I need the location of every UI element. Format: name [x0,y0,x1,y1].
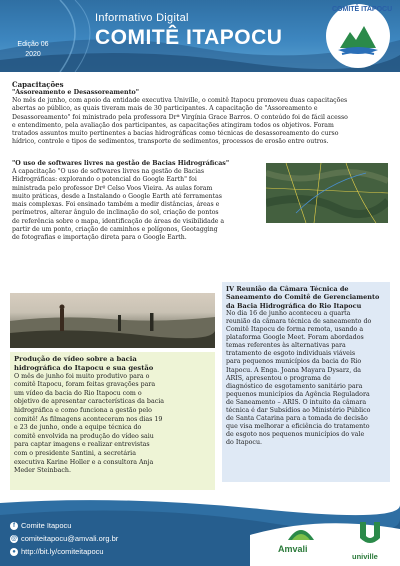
text-line: plataforma Google Meet. Foram abordados [226,334,364,342]
text-line: pequenos municípios da Agência Reguladora [226,390,370,398]
map-graphic [266,163,388,223]
text-line: ARIS, apresentou o programa de [226,374,331,382]
comite-logo [326,4,393,68]
footer-email[interactable] [10,534,118,543]
title-line: hidrográfica do Itapocu e sua gestão [14,363,154,372]
comite-logo-icon [326,4,393,68]
text-line: O mês de junho foi muito produtivo para o [14,372,150,380]
title-line: Saneamento do Comitê de Gerenciamento [226,293,380,302]
text-line: temas referentes às alternativas para [226,342,346,350]
text-line: hidrográfica e como funciona a gestão pelo [14,406,152,414]
subsection-title-softwares: "O uso de softwares livres na gestão de Bacias Hidrográficas" [12,160,230,167]
text-line: de fotografias e importação direta para o Google Earth. [12,234,187,242]
sanitation-meeting-title [226,285,386,310]
paragraph-softwares [12,168,262,243]
text-line: de Santa Catarina para a tomada de decisão [226,415,368,423]
edition-label [12,40,54,60]
landscape-photo-graphic [10,293,215,348]
capacitacoes-section [12,80,388,147]
header-title: COMITÊ ITAPOCU [95,26,283,49]
text-line: ministrada pelo professor Drº Celso Voos Vieira. As aulas foram [12,184,213,192]
text-line: para captar imagens e realizar entrevistas [14,441,150,449]
title-line: Produção de vídeo sobre a bacia [14,355,137,363]
text-line: hídrico, controle e tipos de sedimentos, transporte de sedimentos, processos de erosão entre outros. [12,138,329,146]
text-line: tratamento de esgoto individuais viáveis [226,350,356,358]
facebook-icon: f [10,522,18,530]
text-line: objetivo de apresentar características da bacia [14,398,164,406]
footer [0,495,400,566]
email-text: comiteitapocu@amvali.org.br [21,534,119,543]
footer-facebook[interactable] [10,521,71,530]
univille-logo-icon [356,520,384,550]
video-production-title [14,355,211,373]
text-line: executiva Karine Holler e a consultora Anja [14,458,154,466]
footer-website[interactable] [10,547,104,556]
text-line: mais complexas. Foi ensinado também a medir distâncias, áreas e [12,201,220,209]
edition-number: Edição 06 [17,41,49,48]
text-line: No dia 16 de junho aconteceu a quarta [226,309,351,317]
sanitation-meeting-box [222,282,390,482]
title-line: IV Reunião da Câmara Técnica de [226,285,349,293]
text-line: de esgoto nos pequenos municípios do vale [226,431,365,439]
text-line: Desassoreamento" foi ministrado pela professora Drª Virgínia Grace Barros. O conteúdo foi de fácil acesso [12,113,348,121]
text-line: de referência sobre o mapa, identificação de áreas de visibilidade a [12,217,225,225]
text-line: Itapocu. A Enga. Joana Mayara Dysarz, da [226,366,362,374]
text-line: perímetros, alterar ângulo de inclinação do sol, criação de pontos [12,209,219,217]
section-title: Capacitações [12,80,64,89]
softwares-section [12,160,262,243]
subsection-title-assoreamento: "Assoreamento e Desassoreamento" [12,89,140,96]
text-line: Comitê Itapocu de forma remota, usando a [226,326,364,334]
text-line: um vídeo da bacia do Rio Itapocu com o [14,389,142,397]
filming-photo [10,293,215,348]
video-production-text [14,373,211,476]
text-line: comitê Itapocu, foram feitas gravações para [14,381,156,389]
email-icon: @ [11,536,17,543]
text-line: para pequenos municípios da bacia do Rio [226,358,362,366]
text-line: partir de um ponto, criação de caminhos e polígonos, Geotagging [12,226,218,234]
globe-icon: ● [10,548,18,556]
text-line: com o presidente Santini, a secretária [14,449,136,457]
text-line: que visa melhorar a eficiência do tratamento [226,423,370,431]
header-subtitle: Informativo Digital [95,12,189,24]
text-line: Meder Steinbach. [14,467,71,475]
paragraph-assoreamento [12,97,388,147]
text-line: abertas ao público, as quais tiveram mais de 30 participantes. A capacitação de "Assoreamento e [12,105,318,113]
text-line: comitê! As filmagens aconteceram nos dias 19 [14,415,163,423]
text-line: muito práticas, desde a Instalando o Google Earth até ferramentas [12,192,222,200]
amvali-logo-icon [286,520,316,544]
video-production-box [10,352,215,490]
text-line: e 23 de junho, onde a equipe técnica do [14,424,142,432]
satellite-map-image [266,163,388,223]
edition-year: 2020 [25,51,41,58]
text-line: A capacitação "O uso de softwares livres na gestão de Bacias [12,168,205,175]
univille-logo-text: univille [352,552,378,561]
facebook-text: Comite Itapocu [21,521,72,530]
text-line: comitê envolvida na produção do vídeo saiu [14,432,154,440]
sanitation-meeting-text [226,310,386,448]
website-text: http://bit.ly/comiteitapocu [21,547,104,556]
text-line: de Saneamento – ARIS. O intuito da câmara [226,398,367,406]
title-line: da Bacia Hidrográfica do Rio Itapocu [226,301,362,310]
comite-logo-text: COMITÊ ITAPOCU [332,6,393,13]
text-line: e entendimento, pela avaliação dos participantes, as capacitações atingiram todos os objetivos. Foram [12,121,334,129]
text-line: diagnóstico de esgotamento sanitário para [226,382,363,390]
text-line: reunião da câmara técnica de saneamento do [226,317,372,325]
text-line: tratados assuntos muito pertinentes a bacias hidrográficas como técnicas de desassoreamento do curso [12,130,339,138]
text-line: técnica é dar Subsídios ao Ministério Público [226,407,371,415]
text-line: do Itapocu. [226,439,263,447]
amvali-logo-text: Amvali [278,544,308,554]
text-line: Hidrográficas: explorando o potencial do Google Earth" foi [12,176,197,184]
text-line: No mês de junho, com apoio da entidade executiva Univille, o comitê Itapocu promoveu duas capacitações [12,97,348,104]
